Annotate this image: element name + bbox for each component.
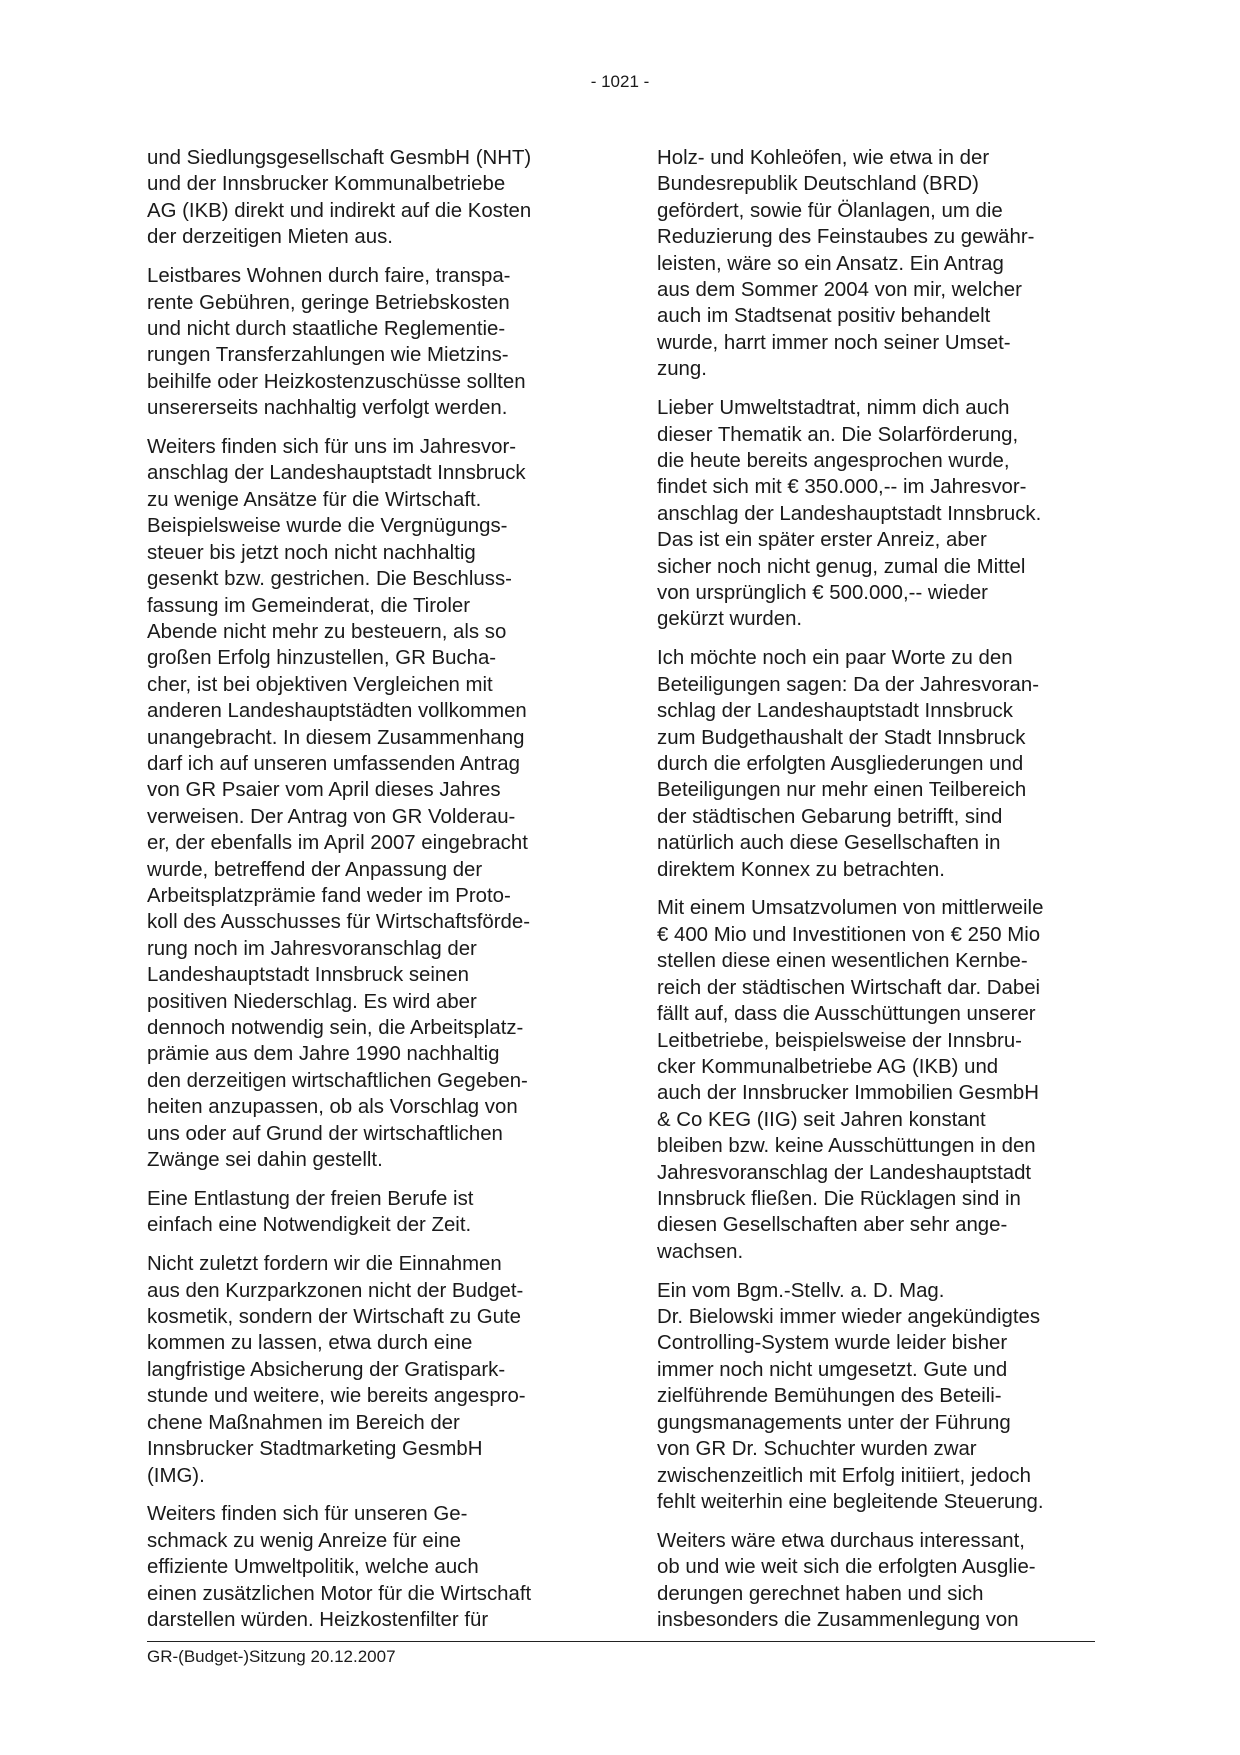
text-line: AG (IKB) direkt und indirekt auf die Kosten xyxy=(147,199,532,222)
text-line: Ein vom Bgm.-Stellv. a. D. Mag. xyxy=(657,1279,945,1302)
text-line: zung. xyxy=(657,358,707,381)
text-line: stunde und weitere, wie bereits angespro- xyxy=(147,1385,526,1408)
text-line: fassung im Gemeinderat, die Tiroler xyxy=(147,594,470,617)
paragraph xyxy=(147,1501,587,1633)
text-line: Bundesrepublik Deutschland (BRD) xyxy=(657,173,979,196)
text-line: einfach eine Notwendigkeit der Zeit. xyxy=(147,1214,472,1237)
text-line: von ursprünglich € 500.000,-- wieder xyxy=(657,582,988,604)
text-line: zielführende Bemühungen des Beteili- xyxy=(657,1385,1002,1408)
text-line: auch der Innsbrucker Immobilien GesmbH xyxy=(657,1082,1039,1105)
text-line: aus dem Sommer 2004 von mir, welcher xyxy=(657,279,1022,302)
text-line: die heute bereits angesprochen wurde, xyxy=(657,449,1010,472)
text-line: ob und wie weit sich die erfolgten Ausglie- xyxy=(657,1556,1036,1579)
paragraph xyxy=(147,434,587,1173)
text-line: schmack zu wenig Anreize für eine xyxy=(147,1529,461,1552)
text-line: leisten, wäre so ein Ansatz. Ein Antrag xyxy=(657,252,1004,275)
text-line: sicher noch nicht genug, zumal die Mittel xyxy=(657,555,1026,578)
text-line: Landeshauptstadt Innsbruck seinen xyxy=(147,964,469,987)
text-line: chene Maßnahmen im Bereich der xyxy=(147,1411,460,1434)
text-line: dennoch notwendig sein, die Arbeitsplatz- xyxy=(147,1017,524,1039)
text-line: darstellen würden. Heizkostenfilter für xyxy=(147,1609,489,1632)
text-line: anschlag der Landeshauptstadt Innsbruck xyxy=(147,462,526,485)
text-line: kommen zu lassen, etwa durch eine xyxy=(147,1332,473,1355)
text-line: Controlling-System wurde leider bisher xyxy=(657,1332,1008,1355)
text-line: direktem Konnex zu betrachten. xyxy=(657,858,945,881)
text-line: natürlich auch diese Gesellschaften in xyxy=(657,832,1001,855)
text-line: rungen Transferzahlungen wie Mietzins- xyxy=(147,344,509,367)
text-line: gefördert, sowie für Ölanlagen, um die xyxy=(657,199,1003,222)
text-line: unsererseits nachhaltig verfolgt werden. xyxy=(147,397,508,420)
text-line: einen zusätzlichen Motor für die Wirtschaft xyxy=(147,1582,532,1605)
text-line: Beispielsweise wurde die Vergnügungs- xyxy=(147,515,508,538)
paragraph xyxy=(147,263,587,421)
text-line: immer noch nicht umgesetzt. Gute und xyxy=(657,1358,1008,1381)
text-line: insbesonders die Zusammenlegung von xyxy=(657,1609,1019,1632)
text-line: unangebracht. In diesem Zusammenhang xyxy=(147,726,525,749)
text-line: cker Kommunalbetriebe AG (IKB) und xyxy=(657,1055,999,1078)
text-line: Arbeitsplatzprämie fand weder im Proto- xyxy=(147,884,511,907)
text-line: Weiters wäre etwa durchaus interessant, xyxy=(657,1529,1025,1552)
text-line: Zwänge sei dahin gestellt. xyxy=(147,1149,383,1172)
text-line: steuer bis jetzt noch nicht nachhaltig xyxy=(147,541,476,564)
text-line: darf ich auf unseren umfassenden Antrag xyxy=(147,752,520,775)
text-line: heiten anzupassen, ob als Vorschlag von xyxy=(147,1096,518,1119)
paragraph xyxy=(657,895,1097,1265)
text-line: positiven Niederschlag. Es wird aber xyxy=(147,990,477,1013)
page-number: - 1021 - xyxy=(590,72,650,91)
text-line: fehlt weiterhin eine begleitende Steuerung. xyxy=(657,1490,1044,1513)
text-line: prämie aus dem Jahre 1990 nachhaltig xyxy=(147,1043,500,1066)
text-line: Beteiligungen nur mehr einen Teilbereich xyxy=(657,779,1027,802)
text-line: anschlag der Landeshauptstadt Innsbruck. xyxy=(657,502,1042,525)
text-line: der derzeitigen Mieten aus. xyxy=(147,226,393,249)
text-line: von GR Dr. Schuchter wurden zwar xyxy=(657,1438,977,1461)
text-line: auch im Stadtsenat positiv behandelt xyxy=(657,305,991,328)
text-line: Abende nicht mehr zu besteuern, als so xyxy=(147,620,507,643)
text-line: großen Erfolg hinzustellen, GR Bucha- xyxy=(147,647,497,670)
paragraph xyxy=(657,1528,1097,1634)
text-line: schlag der Landeshauptstadt Innsbruck xyxy=(657,700,1013,723)
text-line: verweisen. Der Antrag von GR Volderau- xyxy=(147,805,516,828)
text-line: aus den Kurzparkzonen nicht der Budget- xyxy=(147,1279,524,1302)
text-line: und der Innsbrucker Kommunalbetriebe xyxy=(147,173,506,196)
paragraph xyxy=(657,145,1097,383)
text-line: Ich möchte noch ein paar Worte zu den xyxy=(657,647,1013,670)
text-line: koll des Ausschusses für Wirtschaftsförde- xyxy=(147,911,531,934)
text-line: fällt auf, dass die Ausschüttungen unserer xyxy=(657,1003,1036,1026)
text-line: Nicht zuletzt fordern wir die Einnahmen xyxy=(147,1253,502,1276)
text-line: der städtischen Gebarung betrifft, sind xyxy=(657,805,1003,828)
text-line: Dr. Bielowski immer wieder angekündigtes xyxy=(657,1306,1041,1329)
paragraph xyxy=(657,645,1097,883)
text-line: Innsbruck fließen. Die Rücklagen sind in xyxy=(657,1187,1021,1210)
text-line: und nicht durch staatliche Reglementie- xyxy=(147,317,506,340)
paragraph xyxy=(147,1186,587,1239)
text-line: zum Budgethaushalt der Stadt Innsbruck xyxy=(657,726,1026,749)
text-line: derungen gerechnet haben und sich xyxy=(657,1582,984,1605)
text-line: stellen diese einen wesentlichen Kernbe- xyxy=(657,950,1028,973)
text-line: von GR Psaier vom April dieses Jahres xyxy=(147,779,501,802)
text-line: reich der städtischen Wirtschaft dar. Dabei xyxy=(657,976,1041,999)
text-line: zu wenige Ansätze für die Wirtschaft. xyxy=(147,488,482,511)
text-line: rente Gebühren, geringe Betriebskosten xyxy=(147,291,510,314)
text-line: den derzeitigen wirtschaftlichen Gegeben- xyxy=(147,1069,528,1092)
footer-session-label: GR-(Budget-)Sitzung 20.12.2007 xyxy=(147,1647,396,1666)
text-line: Das ist ein später erster Anreiz, aber xyxy=(657,529,987,552)
text-line: Holz- und Kohleöfen, wie etwa in der xyxy=(657,147,990,169)
text-line: findet sich mit € 350.000,-- im Jahresvor- xyxy=(657,476,1027,499)
text-line: effiziente Umweltpolitik, welche auch xyxy=(147,1556,479,1579)
text-line: Jahresvoranschlag der Landeshauptstadt xyxy=(657,1161,1032,1184)
text-line: wurde, betreffend der Anpassung der xyxy=(147,858,483,881)
paragraph xyxy=(657,1278,1097,1516)
text-line: dieser Thematik an. Die Solarförderung, xyxy=(657,423,1019,446)
text-line: Lieber Umweltstadtrat, nimm dich auch xyxy=(657,397,1010,420)
text-line: gungsmanagements unter der Führung xyxy=(657,1411,1011,1434)
text-line: wurde, harrt immer noch seiner Umset- xyxy=(657,331,1011,354)
text-line: wachsen. xyxy=(657,1240,744,1263)
text-line: (IMG). xyxy=(147,1464,205,1487)
text-line: gekürzt wurden. xyxy=(657,608,803,631)
left-column xyxy=(147,145,587,1646)
text-line: beihilfe oder Heizkostenzuschüsse sollten xyxy=(147,370,526,393)
text-line: diesen Gesellschaften aber sehr ange- xyxy=(657,1214,1008,1237)
text-line: Reduzierung des Feinstaubes zu gewähr- xyxy=(657,226,1035,249)
right-column xyxy=(657,145,1097,1646)
text-line: Mit einem Umsatzvolumen von mittlerweile xyxy=(657,897,1044,920)
text-line: Innsbrucker Stadtmarketing GesmbH xyxy=(147,1438,483,1461)
text-line: zwischenzeitlich mit Erfolg initiiert, jedoch xyxy=(657,1464,1031,1487)
paragraph xyxy=(657,395,1097,633)
text-line: und Siedlungsgesellschaft GesmbH (NHT) xyxy=(147,147,532,169)
text-line: anderen Landeshauptstädten vollkommen xyxy=(147,700,527,723)
text-line: langfristige Absicherung der Gratispark- xyxy=(147,1358,506,1381)
text-line: bleiben bzw. keine Ausschüttungen in den xyxy=(657,1135,1036,1158)
text-line: Beteiligungen sagen: Da der Jahresvoran- xyxy=(657,673,1039,696)
text-line: Weiters finden sich für unseren Ge- xyxy=(147,1503,468,1526)
text-line: Leistbares Wohnen durch faire, transpa- xyxy=(147,265,511,288)
text-line: er, der ebenfalls im April 2007 eingebracht xyxy=(147,832,528,855)
text-line: Eine Entlastung der freien Berufe ist xyxy=(147,1187,474,1210)
text-line: uns oder auf Grund der wirtschaftlichen xyxy=(147,1122,503,1145)
text-line: rung noch im Jahresvoranschlag der xyxy=(147,937,477,960)
text-line: € 400 Mio und Investitionen von € 250 Mio xyxy=(657,923,1041,946)
footer-divider xyxy=(147,1641,1095,1642)
text-line: Leitbetriebe, beispielsweise der Innsbru- xyxy=(657,1029,1022,1052)
paragraph xyxy=(147,145,587,251)
text-line: Weiters finden sich für uns im Jahresvor- xyxy=(147,436,517,459)
text-line: kosmetik, sondern der Wirtschaft zu Gute xyxy=(147,1306,521,1329)
text-line: gesenkt bzw. gestrichen. Die Beschluss- xyxy=(147,568,512,591)
text-line: durch die erfolgten Ausgliederungen und xyxy=(657,752,1024,775)
text-line: & Co KEG (IIG) seit Jahren konstant xyxy=(657,1108,986,1131)
text-line: cher, ist bei objektiven Vergleichen mit xyxy=(147,673,493,696)
paragraph xyxy=(147,1251,587,1489)
